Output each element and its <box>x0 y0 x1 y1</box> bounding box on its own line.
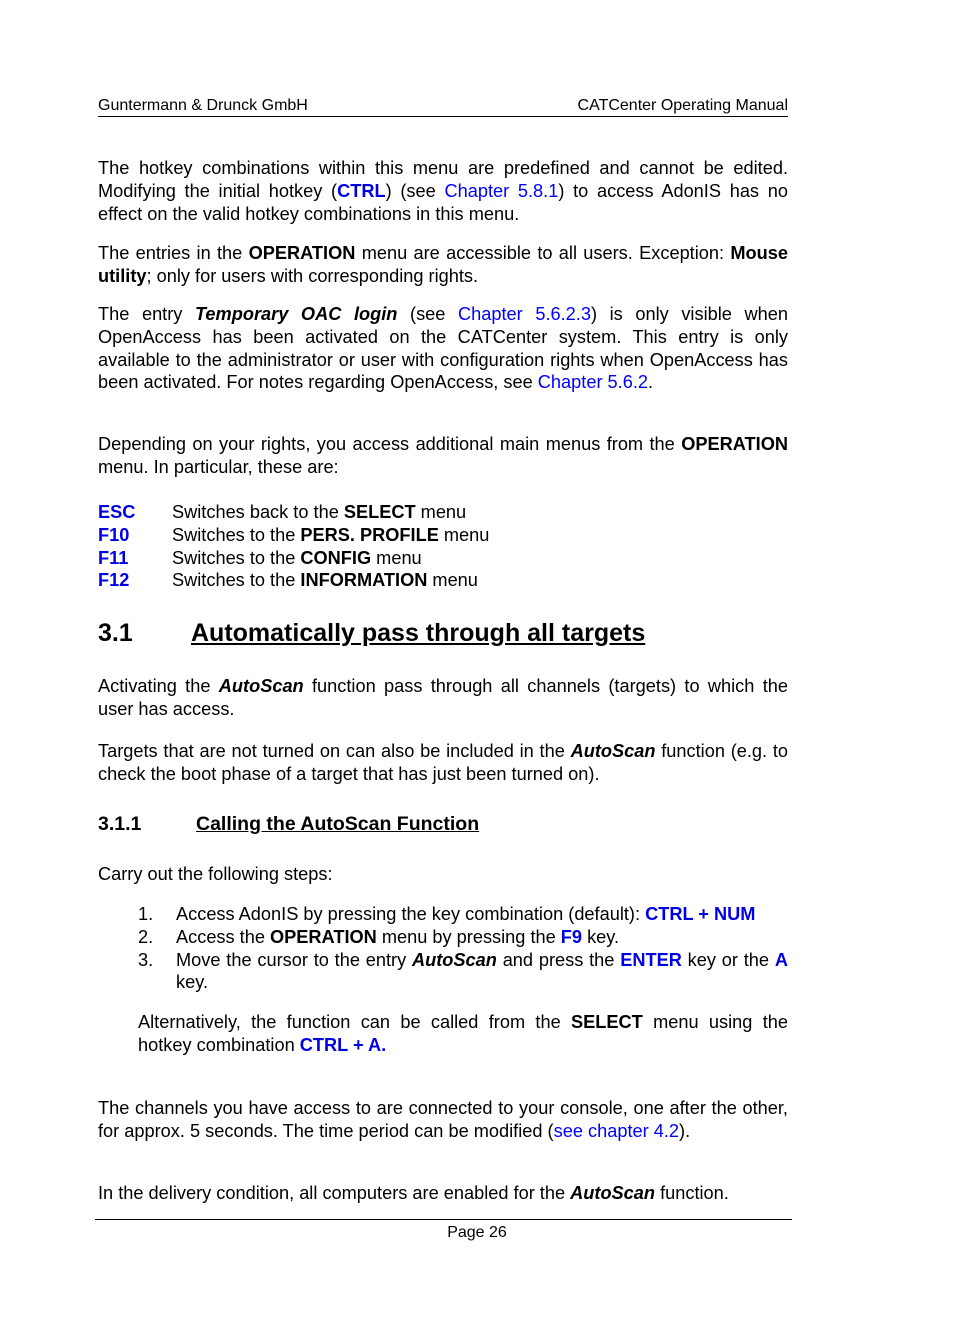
step-item <box>138 903 788 926</box>
section-title: Automatically pass through all targets <box>191 619 646 647</box>
header-manual-title: CATCenter Operating Manual <box>577 97 788 114</box>
key-ctrl-a: CTRL + A. <box>299 1034 387 1055</box>
text: (see <box>397 304 459 324</box>
text: Switches to the <box>172 547 301 568</box>
text: Switches back to the <box>172 502 344 522</box>
text: ) (see <box>385 180 445 201</box>
text: The entries in the <box>98 243 249 263</box>
step-item <box>138 926 788 949</box>
bold-italic-term: Temporary OAC login <box>195 304 398 324</box>
link-chapter-5-6-2-3[interactable]: Chapter 5.6.2.3 <box>458 304 591 324</box>
text: menu using the hotkey combination <box>138 1012 788 1055</box>
key-label: F12 <box>98 570 130 591</box>
step-item <box>138 949 788 995</box>
text: Access the <box>176 926 271 947</box>
text: menu. In particular, these are: <box>98 456 339 477</box>
bold-operation: OPERATION <box>681 434 788 454</box>
text: menu by pressing the <box>376 926 561 947</box>
link-chapter-5-6-2[interactable]: Chapter 5.6.2 <box>537 372 649 393</box>
key-label: F11 <box>98 547 129 568</box>
bold-italic-term: AutoScan <box>218 676 304 696</box>
text: ) is only visible when OpenAccess has been activated on the CATCenter system. This entry is only available to the administrator or user with configuration rights when OpenAccess has been activated. For notes regarding OpenAccess, see <box>98 304 788 393</box>
bold-select: SELECT <box>571 1012 643 1033</box>
text: Targets that are not turned on can also be included in the <box>98 741 571 761</box>
bold-italic-term: AutoScan <box>412 949 497 970</box>
bold-operation: OPERATION <box>248 243 356 263</box>
step-number: 2. <box>138 926 154 947</box>
text: In the delivery condition, all computers are enabled for the <box>98 1183 571 1203</box>
text: menu <box>427 570 478 591</box>
key-a: A <box>774 949 788 970</box>
paragraph-autoscan-targets <box>98 740 788 786</box>
subsection-title: Calling the AutoScan Function <box>196 813 480 835</box>
bold-mouse-utility: Mouse utility <box>98 243 788 286</box>
menu-name: SELECT <box>343 502 416 522</box>
text: The channels you have access to are connected to your console, one after the other, for approx. 5 seconds. The time period can be modified ( <box>98 1098 788 1141</box>
text: function pass through all channels (targets) to which the user has access. <box>98 676 788 719</box>
text: Switches to the <box>172 524 301 545</box>
key-list-item <box>98 501 489 524</box>
text: Activating the <box>98 676 219 696</box>
footer-divider <box>95 1219 792 1220</box>
text: The entry <box>98 304 195 324</box>
text: function. <box>655 1183 729 1203</box>
paragraph-alternative <box>138 1011 788 1057</box>
menu-name: CONFIG <box>300 547 372 568</box>
page-number: Page 26 <box>447 1224 507 1241</box>
text: Depending on your rights, you access additional main menus from the <box>98 434 682 454</box>
text: key. <box>176 972 209 993</box>
subsection-heading <box>98 812 479 836</box>
paragraph-delivery <box>98 1182 788 1205</box>
text: . <box>648 372 654 393</box>
header-company: Guntermann & Drunck GmbH <box>98 97 308 114</box>
text: ). <box>679 1120 691 1141</box>
step-number: 1. <box>138 904 154 924</box>
text: and press the <box>496 949 621 970</box>
bold-italic-term: AutoScan <box>570 741 656 761</box>
menu-name: INFORMATION <box>300 570 428 591</box>
key-list-item <box>98 524 489 547</box>
text: ) to access AdonIS has no effect on the valid hotkey combinations in this menu. <box>98 180 788 224</box>
paragraph-hotkeys <box>98 157 788 225</box>
key-f9: F9 <box>560 926 583 947</box>
link-chapter-5-8-1[interactable]: Chapter 5.8.1 <box>444 180 559 201</box>
paragraph-operation-access <box>98 242 788 288</box>
paragraph-temporary-oac <box>98 303 788 394</box>
bold-operation: OPERATION <box>270 926 377 947</box>
link-chapter-4-2[interactable]: see chapter 4.2 <box>553 1120 680 1141</box>
key-list-item <box>98 547 489 570</box>
step-number: 3. <box>138 949 154 970</box>
text: menu <box>371 547 422 568</box>
key-list-item <box>98 569 489 592</box>
paragraph-channels <box>98 1097 788 1143</box>
text: menu are accessible to all users. Exception: <box>355 243 731 263</box>
key-label: F10 <box>98 524 130 545</box>
text: Switches to the <box>172 570 301 591</box>
text: function (e.g. to check the boot phase of a target that has just been turned on). <box>98 741 789 784</box>
page-header <box>98 96 788 117</box>
subsection-number: 3.1.1 <box>98 813 142 835</box>
paragraph-autoscan-intro <box>98 675 788 721</box>
text: Alternatively, the function can be called from the <box>138 1012 572 1033</box>
key-ctrl-num: CTRL + NUM <box>645 904 756 924</box>
key-list <box>98 501 489 592</box>
text: menu <box>438 524 490 545</box>
text: ; only for users with corresponding rights. <box>146 265 479 286</box>
section-heading <box>98 618 645 648</box>
text: Move the cursor to the entry <box>176 949 412 970</box>
text: menu <box>415 502 467 522</box>
text: The hotkey combinations within this menu are predefined and cannot be edited. Modifying the initial hotkey ( <box>98 158 788 201</box>
key-enter: ENTER <box>620 949 682 970</box>
paragraph-additional-menus <box>98 433 788 479</box>
bold-italic-term: AutoScan <box>570 1183 656 1203</box>
section-number: 3.1 <box>98 619 133 647</box>
steps-list <box>138 903 788 1057</box>
menu-name: PERS. PROFILE <box>300 524 439 545</box>
text: key. <box>582 926 620 947</box>
key-ctrl: CTRL <box>337 180 386 201</box>
text: key or the <box>681 949 775 970</box>
paragraph-steps-intro: Carry out the following steps: <box>98 864 333 884</box>
key-label: ESC <box>98 502 136 522</box>
text: Access AdonIS by pressing the key combination (default): <box>176 904 646 924</box>
